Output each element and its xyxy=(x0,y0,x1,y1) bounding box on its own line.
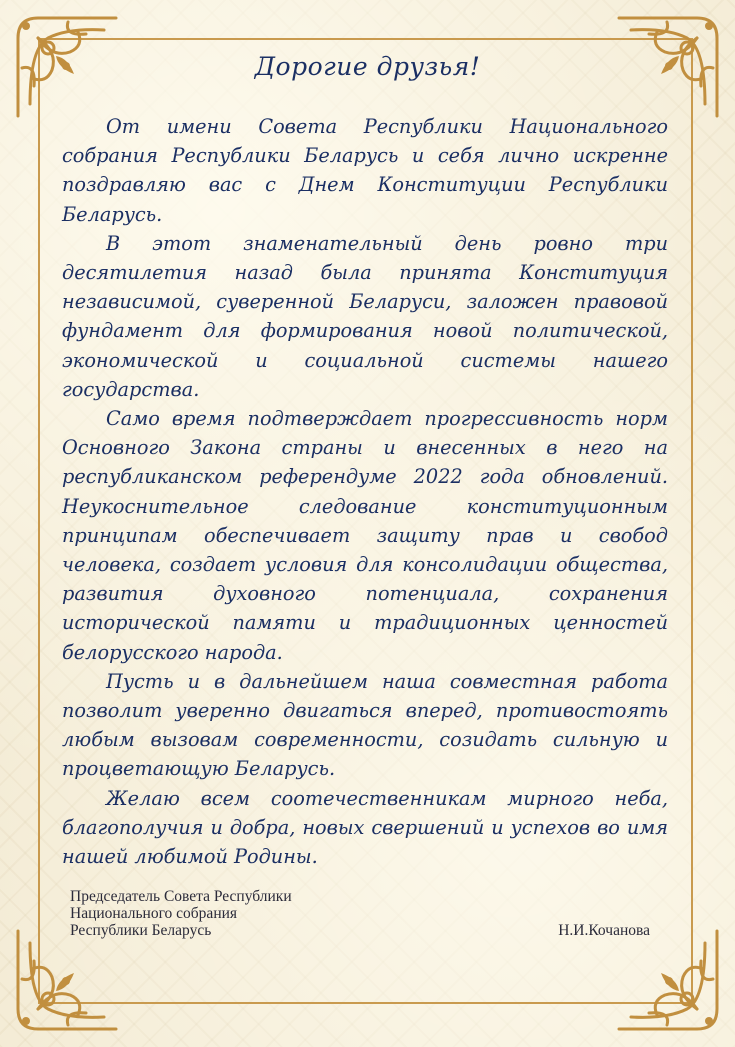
paragraph-principles: Само время подтверждает прогрессивность норм Основного Закона страны и внесенных в него на республиканском референдуме 2022 года обновлений. Неукоснительное следование конституционным принципам обеспечивает защиту прав и свобод человека, создает условия для консолидации общества, развития духовного потенциала, сохранения исторической памяти и традиционных ценностей белорусского народа. xyxy=(62,407,668,664)
signatory-name: Н.И.Кочанова xyxy=(558,922,650,939)
paragraph-future: Пусть и в дальнейшем наша совместная работа позволит уверенно двигаться вперед, противостоять любым вызовам современности, созидать сильную и процветающую Беларусь. xyxy=(62,669,668,781)
signatory-title-line: Республики Беларусь xyxy=(70,922,212,939)
paragraph-congratulation: От имени Совета Республики Национального собрания Республики Беларусь и себя лично искренне поздравляю вас с Днем Конституции Республики Беларусь. xyxy=(62,115,668,226)
signature-block xyxy=(70,888,650,939)
letter-body xyxy=(62,112,668,871)
letter-greeting: Дорогие друзья! xyxy=(254,52,481,81)
paragraph-wishes: Желаю всем соотечественникам мирного неба, благополучия и добра, новых свершений и успехов во имя нашей любимой Родины. xyxy=(62,786,668,869)
signatory-title-line: Председатель Совета Республики xyxy=(70,888,292,905)
paragraph-history: В этот знаменательный день ровно три десятилетия назад была принята Конституция независимой, суверенной Беларуси, заложен правовой фундамент для формирования новой политической, экономической и социальной системы нашего государства. xyxy=(62,231,668,401)
signatory-title-line: Национального собрания xyxy=(70,905,238,922)
